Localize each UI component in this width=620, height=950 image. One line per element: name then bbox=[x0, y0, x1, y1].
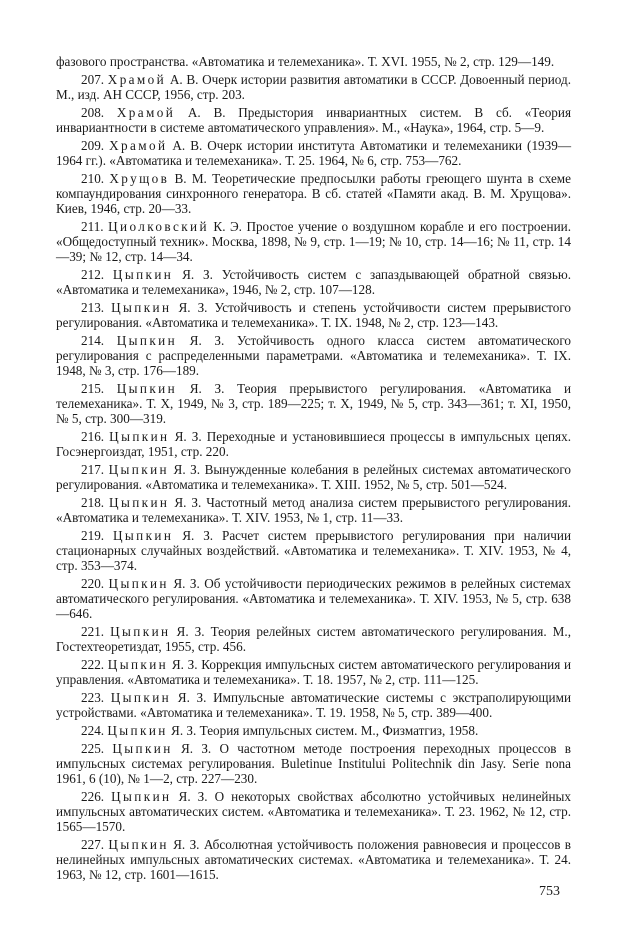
entry-author: Циолковский bbox=[108, 219, 209, 234]
entry-number: 221. bbox=[81, 624, 111, 639]
entry-text: фазового пространства. «Автоматика и телемеханика». Т. XVI. 1955, № 2, стр. 129—149. bbox=[56, 54, 555, 69]
entry-number: 207. bbox=[81, 72, 108, 87]
entry-author: Храмой bbox=[109, 138, 168, 153]
bibliography-entry bbox=[56, 381, 571, 426]
entry-number: 219. bbox=[81, 528, 113, 543]
entry-author: Цыпкин bbox=[116, 381, 178, 396]
entry-text: Я. З. Коррекция импульсных систем автоматического регулирования и управления. «Автоматика и телемеханика». Т. 18. 1957, № 2, стр. 111—125. bbox=[56, 657, 572, 687]
entry-text: Я. З. Теория импульсных систем. М., Физматгиз, 1958. bbox=[167, 723, 479, 738]
entry-author: Цыпкин bbox=[112, 741, 173, 756]
entry-author: Цыпкин bbox=[108, 576, 169, 591]
entry-author: Цыпкин bbox=[111, 789, 172, 804]
entry-text: А. В. Очерк истории института Автоматики и телемеханики (1939—1964 гг.). «Автоматика и телемеханика». Т. 25. 1964, № 6, стр. 753—762. bbox=[56, 138, 572, 168]
entry-text: Я. З. Абсолютная устойчивость положения равновесия и процессов в нелинейных импульсных автоматических системах. «Автоматика и телемеханика». Т. 24. 1963, № 12, стр. 1601—1615. bbox=[56, 837, 571, 882]
entry-number: 226. bbox=[81, 789, 112, 804]
entry-number: 215. bbox=[81, 381, 117, 396]
entry-author: Цыпкин bbox=[107, 657, 169, 672]
bibliography-entry bbox=[56, 105, 571, 135]
entry-number: 227. bbox=[81, 837, 109, 852]
entry-number: 211. bbox=[81, 219, 109, 234]
entry-text: Я. З. Частотный метод анализа систем прерывистого регулирования. «Автоматика и телемеханика». Т. XIV. 1953, № 1, стр. 11—33. bbox=[56, 495, 572, 525]
bibliography-entry bbox=[56, 723, 571, 738]
bibliography-entry bbox=[56, 690, 571, 720]
entry-author: Цыпкин bbox=[112, 267, 174, 282]
page-number: 753 bbox=[539, 884, 560, 899]
entry-text: А. В. Очерк истории развития автоматики в СССР. Довоенный период. М., изд. АН СССР, 1956, стр. 203. bbox=[56, 72, 572, 102]
bibliography-entry bbox=[56, 267, 571, 297]
bibliography-entry bbox=[56, 429, 571, 459]
entry-number: 225. bbox=[81, 741, 113, 756]
entry-text: Я. З. Устойчивость одного класса систем автоматического регулирования с распределенными параметрами. «Автоматика и телемеханика». Т. IX. 1948, № 3, стр. 176—189. bbox=[56, 333, 571, 378]
entry-text: Я. З. Об устойчивости периодических режимов в релейных системах автоматического регулирования. «Автоматика и телемеханика». Т. XIV. 1953, № 5, стр. 638—646. bbox=[56, 576, 572, 621]
entry-number: 223. bbox=[81, 690, 111, 705]
bibliography-entry bbox=[56, 72, 571, 102]
entry-text: Я. З. Расчет систем прерывистого регулирования при наличии стационарных случайных воздействий. «Автоматика и телемеханика». Т. XIV. 1953, № 4, стр. 353—374. bbox=[56, 528, 572, 573]
bibliography-entry bbox=[56, 837, 571, 882]
entry-text: Я. З. Переходные и установившиеся процессы в импульсных цепях. Госэнергоиздат, 1951, стр. 220. bbox=[56, 429, 572, 459]
entry-text: Я. З. О некоторых свойствах абсолютно устойчивых нелинейных импульсных автоматических систем. «Автоматика и телемеханика». Т. 23. 1962, № 12, стр. 1565—1570. bbox=[56, 789, 572, 834]
entry-author: Хрущов bbox=[109, 171, 170, 186]
entry-author: Цыпкин bbox=[111, 300, 172, 315]
entry-number: 210. bbox=[81, 171, 110, 186]
bibliography-entry bbox=[56, 624, 571, 654]
bibliography-entry bbox=[56, 171, 571, 216]
entry-author: Цыпкин bbox=[108, 837, 169, 852]
entry-number: 218. bbox=[81, 495, 110, 510]
entry-author: Цыпкин bbox=[107, 723, 168, 738]
bibliography-entry bbox=[56, 657, 571, 687]
bibliography-entry bbox=[56, 54, 571, 69]
entry-number: 214. bbox=[81, 333, 117, 348]
bibliography-entry bbox=[56, 333, 571, 378]
bibliography-entry bbox=[56, 219, 571, 264]
entry-text: К. Э. Простое учение о воздушном корабле и его построении. «Общедоступный техник». Москва, 1898, № 9, стр. 1—19; № 10, стр. 14—16; № 11, стр. 14—39; № 12, стр. 14—34. bbox=[56, 219, 572, 264]
entry-number: 217. bbox=[81, 462, 109, 477]
bibliography-entry bbox=[56, 741, 571, 786]
entry-author: Храмой bbox=[116, 105, 176, 120]
bibliography-entry bbox=[56, 576, 571, 621]
bibliography-entry bbox=[56, 138, 571, 168]
entry-author: Цыпкин bbox=[109, 429, 170, 444]
bibliography-entry bbox=[56, 300, 571, 330]
entry-number: 224. bbox=[81, 723, 108, 738]
entry-text: В. М. Теоретические предпосылки работы греющего шунта в схеме компаундирования синхронного генератора. В сб. статей «Памяти акад. В. М. Хрущова». Киев, 1946, стр. 20—33. bbox=[56, 171, 571, 216]
entry-number: 222. bbox=[81, 657, 108, 672]
entry-author: Цыпкин bbox=[112, 528, 174, 543]
entry-author: Цыпкин bbox=[109, 495, 170, 510]
entry-number: 213. bbox=[81, 300, 112, 315]
entry-author: Храмой bbox=[107, 72, 167, 87]
bibliography-entry bbox=[56, 495, 571, 525]
entry-author: Цыпкин bbox=[108, 462, 169, 477]
entry-text: Я. З. Вынужденные колебания в релейных системах автоматического регулирования. «Автоматика и телемеханика». Т. XIII. 1952, № 5, стр. 501—524. bbox=[56, 462, 572, 492]
bibliography-entry bbox=[56, 789, 571, 834]
bibliography-page bbox=[56, 54, 571, 885]
entry-number: 220. bbox=[81, 576, 109, 591]
entry-author: Цыпкин bbox=[116, 333, 178, 348]
entry-number: 208. bbox=[81, 105, 117, 120]
entry-text: Я. З. Теория релейных систем автоматического регулирования. М., Гостехтеоретиздат, 1955, стр. 456. bbox=[56, 624, 572, 654]
entry-number: 212. bbox=[81, 267, 113, 282]
entry-text: Я. З. Устойчивость систем с запаздывающей обратной связью. «Автоматика и телемеханика», 1946, № 2, стр. 107—128. bbox=[56, 267, 572, 297]
bibliography-entry bbox=[56, 462, 571, 492]
entry-text: Я. З. О частотном методе построения переходных процессов в импульсных системах регулирования. Buletinue Institului Politechnik din Jasy. Serie nona 1961, 6 (10), № 1—2, стр. 227—230. bbox=[56, 741, 572, 786]
entry-author: Цыпкин bbox=[110, 624, 171, 639]
entry-text: Я. З. Теория прерывистого регулирования. «Автоматика и телемеханика». Т. X, 1949, № 3, стр. 189—225; т. X, 1949, № 5, стр. 343—361; т. XI, 1950, № 5, стр. 300—319. bbox=[56, 381, 572, 426]
entry-number: 209. bbox=[81, 138, 110, 153]
entry-text: Я. З. Импульсные автоматические системы с экстраполирующими устройствами. «Автоматика и телемеханика». Т. 19. 1958, № 5, стр. 389—400. bbox=[56, 690, 572, 720]
entry-text: А. В. Предыстория инвариантных систем. В сб. «Теория инвариантности в системе автоматического управления». М., «Наука», 1964, стр. 5—9. bbox=[56, 105, 572, 135]
entry-author: Цыпкин bbox=[110, 690, 172, 705]
entry-number: 216. bbox=[81, 429, 110, 444]
entry-text: Я. З. Устойчивость и степень устойчивости систем прерывистого регулирования. «Автоматика и телемеханика». Т. IX. 1948, № 2, стр. 123—143. bbox=[56, 300, 571, 330]
bibliography-entry bbox=[56, 528, 571, 573]
